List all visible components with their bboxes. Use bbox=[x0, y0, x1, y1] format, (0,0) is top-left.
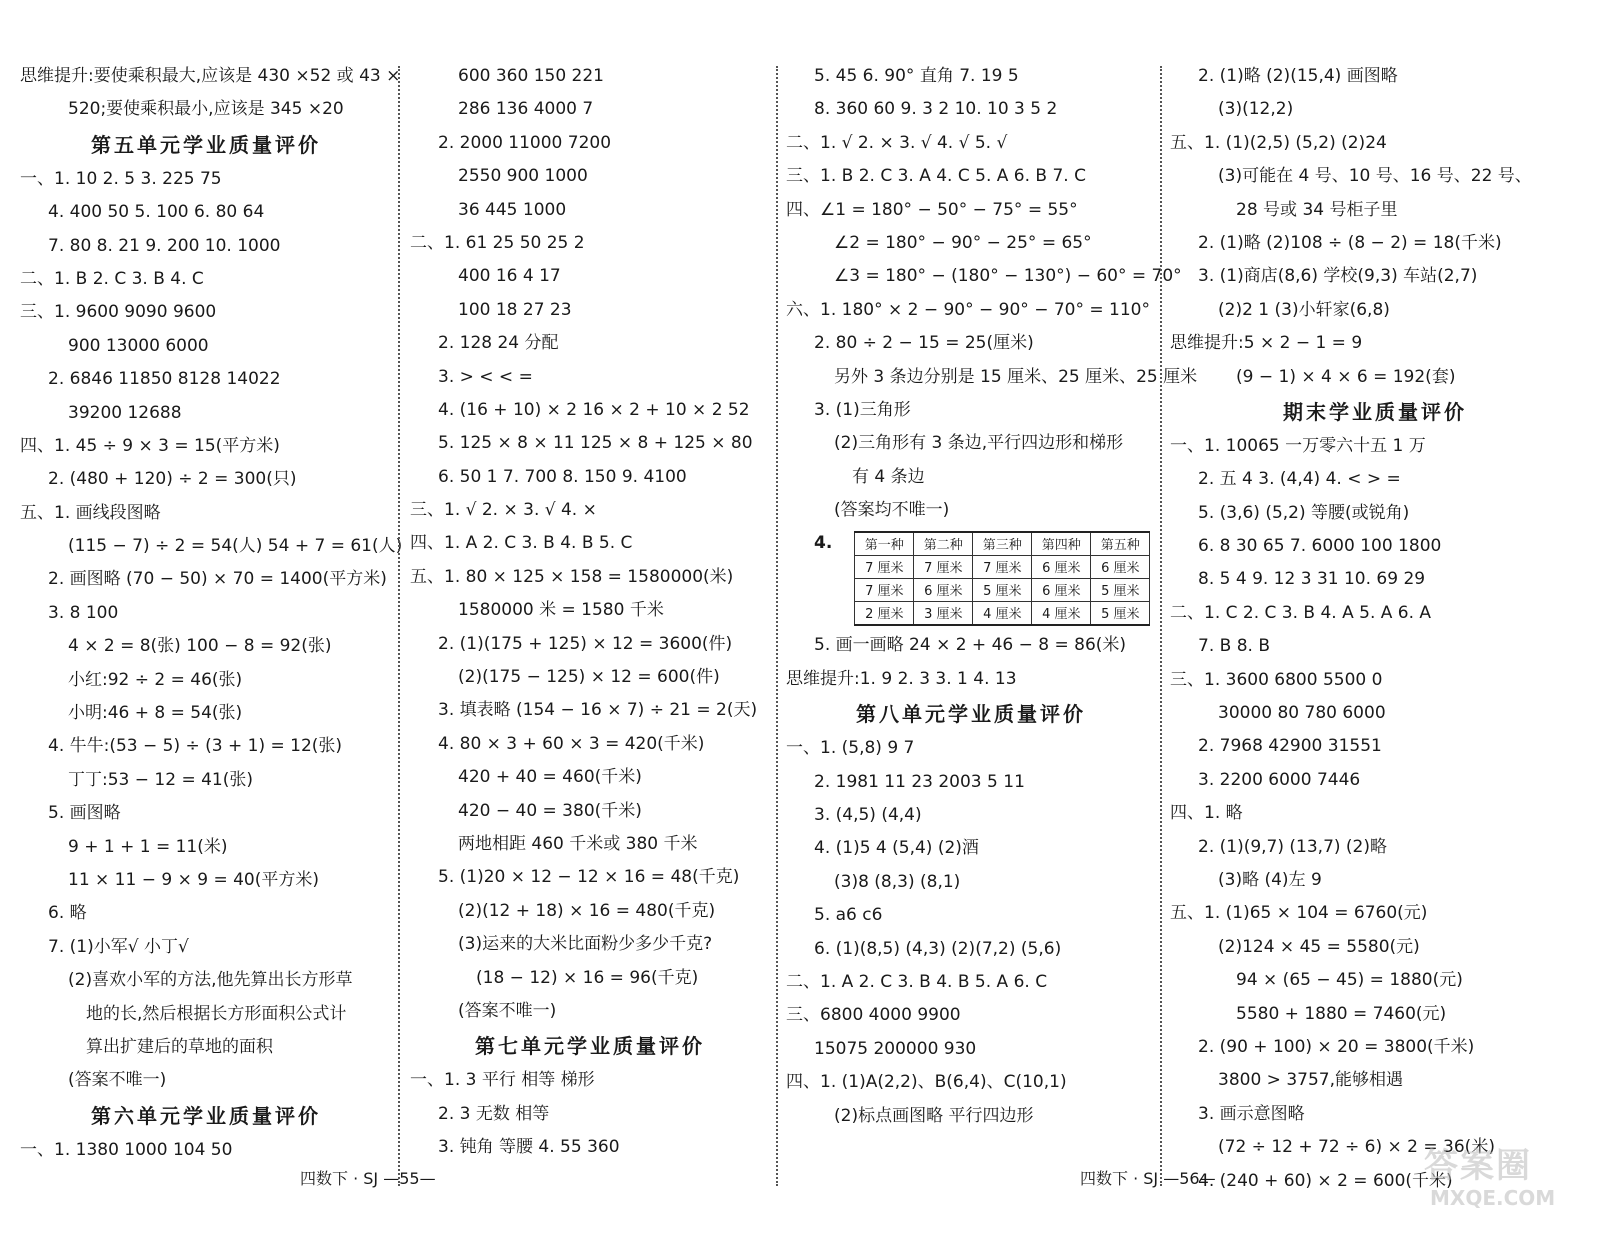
answer-line: 思维提升:要使乘积最大,应该是 430 ×52 或 43 × bbox=[20, 66, 401, 86]
answer-line: 3. 画示意图略 bbox=[1198, 1103, 1305, 1124]
page-number-left: 四数下 · SJ —55— bbox=[300, 1169, 436, 1188]
watermark-url: MXQE.COM bbox=[1430, 1186, 1556, 1210]
answer-line: (18 − 12) × 16 = 96(千克) bbox=[476, 967, 699, 988]
watermark-text: 答案圈 bbox=[1424, 1146, 1532, 1186]
side-length-table bbox=[854, 531, 1150, 626]
answer-line: 2. 画图略 (70 − 50) × 70 = 1400(平方米) bbox=[48, 569, 387, 590]
table-cell: 7 厘米 bbox=[973, 555, 1032, 578]
answer-line: 丁丁:53 − 12 = 41(张) bbox=[68, 769, 253, 790]
answer-line: (2)三角形有 3 条边,平行四边形和梯形 bbox=[834, 433, 1124, 454]
answer-line: 2. 80 ÷ 2 − 15 = 25(厘米) bbox=[814, 333, 1034, 354]
table-cell: 6 厘米 bbox=[1091, 555, 1150, 578]
answer-line: (3)8 (8,3) (8,1) bbox=[834, 871, 961, 892]
table-cell: 4 厘米 bbox=[1032, 601, 1091, 625]
answer-line: 4. (16 + 10) × 2 16 × 2 + 10 × 2 52 bbox=[438, 399, 750, 420]
answer-line: 4. (240 + 60) × 2 = 600(千米) bbox=[1198, 1170, 1453, 1191]
answer-line: 11 × 11 − 9 × 9 = 40(平方米) bbox=[68, 869, 319, 890]
table-header-cell: 第四种 bbox=[1032, 532, 1091, 556]
table-question-number: 4. bbox=[814, 533, 833, 554]
table-row bbox=[855, 555, 1150, 578]
answer-line: 900 13000 6000 bbox=[68, 335, 209, 356]
answer-line: 四、1. 略 bbox=[1170, 803, 1243, 824]
answer-line: 2. 3 无数 相等 bbox=[438, 1103, 550, 1124]
answer-line: 四、∠1 = 180° − 50° − 75° = 55° bbox=[786, 199, 1078, 220]
answer-line: 5. 画图略 bbox=[48, 803, 121, 824]
table-header-row bbox=[855, 532, 1150, 556]
answer-line: 286 136 4000 7 bbox=[458, 99, 594, 120]
answer-line: 2. 128 24 分配 bbox=[438, 333, 559, 354]
answer-line: 36 445 1000 bbox=[458, 199, 567, 220]
answer-line: 四、1. A 2. C 3. B 4. B 5. C bbox=[410, 533, 633, 554]
column-divider bbox=[1160, 66, 1162, 1186]
answer-line: 3. 8 100 bbox=[48, 602, 119, 623]
answer-line: 二、1. √ 2. × 3. √ 4. √ 5. √ bbox=[786, 132, 1008, 153]
table-cell: 5 厘米 bbox=[1091, 578, 1150, 601]
answer-line: (答案均不唯一) bbox=[834, 500, 950, 521]
answer-line: 三、1. 9600 9090 9600 bbox=[20, 302, 217, 323]
page-number-right: 四数下 · SJ —56— bbox=[1080, 1169, 1216, 1188]
table-cell: 7 厘米 bbox=[855, 555, 914, 578]
answer-line: 三、1. 3600 6800 5500 0 bbox=[1170, 669, 1383, 690]
answer-line: 地的长,然后根据长方形面积公式计 bbox=[86, 1003, 347, 1024]
answer-line: 一、1. 10 2. 5 3. 225 75 bbox=[20, 168, 222, 189]
answer-line: 4. (1)5 4 (5,4) (2)酒 bbox=[814, 838, 979, 859]
answer-line: (2)喜欢小军的方法,他先算出长方形草 bbox=[68, 970, 353, 991]
answer-line: 30000 80 780 6000 bbox=[1218, 703, 1386, 724]
answer-line: 六、1. 180° × 2 − 90° − 90° − 70° = 110° bbox=[786, 299, 1150, 320]
table-row bbox=[855, 578, 1150, 601]
answer-line: 15075 200000 930 bbox=[814, 1038, 977, 1059]
answer-line: 五、1. (1)(2,5) (5,2) (2)24 bbox=[1170, 132, 1387, 153]
table-header-cell: 第一种 bbox=[855, 532, 914, 556]
answer-line: 400 16 4 17 bbox=[458, 266, 561, 287]
answer-line: 4. 80 × 3 + 60 × 3 = 420(千米) bbox=[438, 733, 705, 754]
answer-line: 有 4 条边 bbox=[852, 466, 925, 487]
answer-line: 4 × 2 = 8(张) 100 − 8 = 92(张) bbox=[68, 636, 332, 657]
answer-line: 2. 7968 42900 31551 bbox=[1198, 736, 1382, 757]
answer-line: 2. 五 4 3. (4,4) 4. < > = bbox=[1198, 469, 1401, 490]
answer-line: 6. 8 30 65 7. 6000 100 1800 bbox=[1198, 536, 1442, 557]
table-cell: 4 厘米 bbox=[973, 601, 1032, 625]
answer-line: (3)运来的大米比面粉少多少千克? bbox=[458, 934, 713, 955]
answer-line: 2. 2000 11000 7200 bbox=[438, 132, 612, 153]
answer-column-4 bbox=[1170, 60, 1580, 1198]
answer-line: 2. (1)略 (2)108 ÷ (8 − 2) = 18(千米) bbox=[1198, 232, 1502, 253]
answer-line: 6. (1)(8,5) (4,3) (2)(7,2) (5,6) bbox=[814, 938, 1062, 959]
answer-line: (2)124 × 45 = 5580(元) bbox=[1218, 936, 1420, 957]
answer-line: 一、1. (5,8) 9 7 bbox=[786, 738, 915, 759]
answer-line: 2. (480 + 120) ÷ 2 = 300(只) bbox=[48, 469, 297, 490]
table-cell: 7 厘米 bbox=[855, 578, 914, 601]
answer-line: 6. 50 1 7. 700 8. 150 9. 4100 bbox=[438, 466, 687, 487]
answer-line: 5. a6 c6 bbox=[814, 905, 883, 926]
answer-line: 算出扩建后的草地的面积 bbox=[86, 1036, 273, 1057]
answer-line: 2. (1)(175 + 125) × 12 = 3600(件) bbox=[438, 633, 733, 654]
answer-line: 4. 400 50 5. 100 6. 80 64 bbox=[48, 202, 265, 223]
table-header-cell: 第五种 bbox=[1091, 532, 1150, 556]
answer-line: (72 ÷ 12 + 72 ÷ 6) × 2 = 36(米) bbox=[1218, 1137, 1495, 1158]
answer-line: 6. 略 bbox=[48, 903, 87, 924]
answer-line: (9 − 1) × 4 × 6 = 192(套) bbox=[1236, 366, 1456, 387]
answer-line: 小明:46 + 8 = 54(张) bbox=[68, 703, 243, 724]
column-divider bbox=[398, 66, 400, 1186]
answer-line: 5. 45 6. 90° 直角 7. 19 5 bbox=[814, 66, 1019, 86]
answer-line: 520;要使乘积最小,应该是 345 ×20 bbox=[68, 99, 344, 120]
answer-line: 7. 80 8. 21 9. 200 10. 1000 bbox=[48, 235, 281, 256]
table-cell: 5 厘米 bbox=[973, 578, 1032, 601]
answer-line: 1580000 米 = 1580 千米 bbox=[458, 600, 664, 621]
answer-line: 2. (1)(9,7) (13,7) (2)略 bbox=[1198, 836, 1388, 857]
answer-line: 二、1. B 2. C 3. B 4. C bbox=[20, 268, 204, 289]
answer-line: 4. 牛牛:(53 − 5) ÷ (3 + 1) = 12(张) bbox=[48, 736, 343, 757]
section-heading: 第七单元学业质量评价 bbox=[475, 1034, 705, 1059]
answer-line: 28 号或 34 号柜子里 bbox=[1236, 199, 1398, 220]
answer-line: (2)(175 − 125) × 12 = 600(件) bbox=[458, 667, 720, 688]
answer-line: 2. (90 + 100) × 20 = 3800(千米) bbox=[1198, 1036, 1475, 1057]
section-heading: 第五单元学业质量评价 bbox=[91, 132, 321, 157]
answer-line: (答案不唯一) bbox=[458, 1000, 557, 1021]
answer-line: 2. (1)略 (2)(15,4) 画图略 bbox=[1198, 66, 1398, 86]
answer-line: (答案不唯一) bbox=[68, 1070, 167, 1091]
table-cell: 6 厘米 bbox=[1032, 555, 1091, 578]
answer-column-2 bbox=[410, 60, 770, 1165]
answer-line: 三、6800 4000 9900 bbox=[786, 1005, 961, 1026]
answer-line: 五、1. (1)65 × 104 = 6760(元) bbox=[1170, 903, 1428, 924]
answer-line: 8. 360 60 9. 3 2 10. 10 3 5 2 bbox=[814, 99, 1058, 120]
table-header-cell: 第二种 bbox=[914, 532, 973, 556]
table-cell: 6 厘米 bbox=[914, 578, 973, 601]
answer-line: 3800 > 3757,能够相遇 bbox=[1218, 1070, 1403, 1091]
answer-line: 另外 3 条边分别是 15 厘米、25 厘米、25 厘米 bbox=[834, 366, 1198, 387]
answer-line: 5. 125 × 8 × 11 125 × 8 + 125 × 80 bbox=[438, 433, 753, 454]
answer-line: 9 + 1 + 1 = 11(米) bbox=[68, 836, 228, 857]
answer-line: 8. 5 4 9. 12 3 31 10. 69 29 bbox=[1198, 569, 1426, 590]
table-cell: 6 厘米 bbox=[1032, 578, 1091, 601]
answer-line: 两地相距 460 千米或 380 千米 bbox=[458, 833, 698, 854]
answer-line: 420 − 40 = 380(千米) bbox=[458, 800, 642, 821]
table-header-cell: 第三种 bbox=[973, 532, 1032, 556]
answer-line: 3. (1)商店(8,6) 学校(9,3) 车站(2,7) bbox=[1198, 266, 1478, 287]
answer-line: 二、1. 61 25 50 25 2 bbox=[410, 232, 585, 253]
table-cell: 5 厘米 bbox=[1091, 601, 1150, 625]
answer-line: 3. > < < = bbox=[438, 366, 533, 387]
answer-line: 5. (1)20 × 12 − 12 × 16 = 48(千克) bbox=[438, 867, 740, 888]
answer-line: 39200 12688 bbox=[68, 402, 182, 423]
answer-line: (3)可能在 4 号、10 号、16 号、22 号、 bbox=[1218, 166, 1532, 187]
table-cell: 3 厘米 bbox=[914, 601, 973, 625]
answer-line: 二、1. A 2. C 3. B 4. B 5. A 6. C bbox=[786, 971, 1048, 992]
answer-line: ∠3 = 180° − (180° − 130°) − 60° = 70° bbox=[834, 266, 1182, 287]
answer-line: 三、1. √ 2. × 3. √ 4. × bbox=[410, 500, 597, 521]
answer-line: 5580 + 1880 = 7460(元) bbox=[1236, 1003, 1447, 1024]
answer-line: 思维提升:1. 9 2. 3 3. 1 4. 13 bbox=[786, 668, 1017, 689]
answer-line: 5. (3,6) (5,2) 等腰(或锐角) bbox=[1198, 502, 1410, 523]
section-heading: 期末学业质量评价 bbox=[1283, 399, 1467, 424]
answer-line: 一、1. 3 平行 相等 梯形 bbox=[410, 1070, 595, 1091]
answer-line: (2)标点画图略 平行四边形 bbox=[834, 1105, 1034, 1126]
answer-line: 100 18 27 23 bbox=[458, 299, 572, 320]
answer-line: (3)略 (4)左 9 bbox=[1218, 869, 1322, 890]
answer-line: 3. 填表略 (154 − 16 × 7) ÷ 21 = 2(天) bbox=[438, 700, 758, 721]
side-length-table-block bbox=[786, 527, 1156, 629]
answer-column-1 bbox=[20, 60, 403, 1167]
table-cell: 7 厘米 bbox=[914, 555, 973, 578]
answer-column-3 bbox=[786, 60, 1198, 1133]
answer-line: 二、1. C 2. C 3. B 4. A 5. A 6. A bbox=[1170, 602, 1432, 623]
answer-line: 420 + 40 = 460(千米) bbox=[458, 767, 642, 788]
answer-line: (2)(12 + 18) × 16 = 480(千克) bbox=[458, 900, 716, 921]
answer-line: 小红:92 ÷ 2 = 46(张) bbox=[68, 669, 243, 690]
answer-line: 思维提升:5 × 2 − 1 = 9 bbox=[1170, 333, 1363, 354]
answer-line: 四、1. 45 ÷ 9 × 3 = 15(平方米) bbox=[20, 435, 280, 456]
answer-line: 3. 2200 6000 7446 bbox=[1198, 769, 1361, 790]
answer-line: ∠2 = 180° − 90° − 25° = 65° bbox=[834, 232, 1092, 253]
answer-line: 600 360 150 221 bbox=[458, 66, 605, 86]
column-divider bbox=[776, 66, 778, 1186]
answer-line: 一、1. 10065 一万零六十五 1 万 bbox=[1170, 435, 1426, 456]
answer-line: 2. 6846 11850 8128 14022 bbox=[48, 369, 281, 390]
answer-line: 3. 钝角 等腰 4. 55 360 bbox=[438, 1137, 620, 1158]
answer-line: 五、1. 画线段图略 bbox=[20, 502, 161, 523]
answer-line: 5. 画一画略 24 × 2 + 46 − 8 = 86(米) bbox=[814, 635, 1127, 656]
answer-line: 三、1. B 2. C 3. A 4. C 5. A 6. B 7. C bbox=[786, 166, 1086, 187]
table-cell: 2 厘米 bbox=[855, 601, 914, 625]
answer-line: 2550 900 1000 bbox=[458, 166, 588, 187]
table-row bbox=[855, 601, 1150, 625]
section-heading: 第六单元学业质量评价 bbox=[91, 1103, 321, 1128]
answer-line: 五、1. 80 × 125 × 158 = 1580000(米) bbox=[410, 566, 734, 587]
answer-line: 四、1. (1)A(2,2)、B(6,4)、C(10,1) bbox=[786, 1072, 1067, 1093]
answer-line: 3. (1)三角形 bbox=[814, 399, 911, 420]
answer-line: 94 × (65 − 45) = 1880(元) bbox=[1236, 970, 1463, 991]
watermark-logo bbox=[1424, 1138, 1574, 1218]
answer-line: 3. (4,5) (4,4) bbox=[814, 805, 922, 826]
answer-line: 7. B 8. B bbox=[1198, 636, 1270, 657]
answer-line: 一、1. 1380 1000 104 50 bbox=[20, 1139, 233, 1160]
section-heading: 第八单元学业质量评价 bbox=[856, 702, 1086, 727]
answer-line: (115 − 7) ÷ 2 = 54(人) 54 + 7 = 61(人) bbox=[68, 536, 403, 557]
answer-line: (2)2 1 (3)小轩家(6,8) bbox=[1218, 299, 1390, 320]
answer-line: (3)(12,2) bbox=[1218, 99, 1294, 120]
answer-line: 2. 1981 11 23 2003 5 11 bbox=[814, 771, 1025, 792]
answer-line: 7. (1)小军√ 小丁√ bbox=[48, 936, 189, 957]
